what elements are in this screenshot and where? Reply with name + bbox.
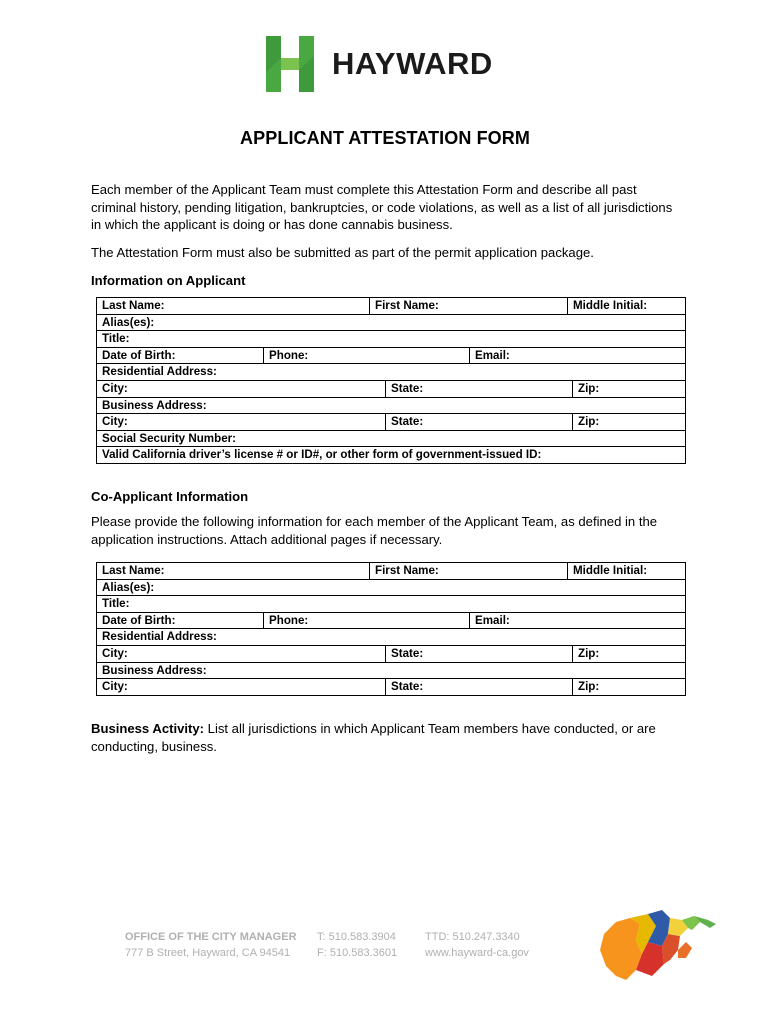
co-city-field[interactable]: City: <box>97 646 386 662</box>
phone-field[interactable]: Phone: <box>264 348 470 364</box>
logo-wordmark: HAYWARD <box>332 46 493 81</box>
office-name: OFFICE OF THE CITY MANAGER <box>125 931 297 943</box>
co-title-field[interactable]: Title: <box>102 597 130 611</box>
co-first-name-field[interactable]: First Name: <box>370 563 568 579</box>
co-business-address-field[interactable]: Business Address: <box>102 663 207 677</box>
co-email-field[interactable]: Email: <box>475 613 510 627</box>
co-business-city-field[interactable]: City: <box>97 679 386 695</box>
footer-contact <box>425 929 529 961</box>
phone-number: T: 510.583.3904 <box>317 931 396 943</box>
ssn-field[interactable]: Social Security Number: <box>102 431 237 445</box>
co-business-zip-field[interactable]: Zip: <box>578 680 600 694</box>
first-name-field[interactable]: First Name: <box>370 298 568 314</box>
business-activity-paragraph <box>91 720 681 755</box>
business-activity-text: List all jurisdictions in which Applicant Team members have conducted, or are conducting, business. <box>91 721 656 754</box>
fax-number: F: 510.583.3601 <box>317 947 398 959</box>
co-business-state-field[interactable]: State: <box>386 679 573 695</box>
business-zip-field[interactable]: Zip: <box>578 415 600 429</box>
page-title: APPLICANT ATTESTATION FORM <box>240 128 530 148</box>
zip-field[interactable]: Zip: <box>578 381 600 395</box>
applicant-section-heading: Information on Applicant <box>91 273 246 288</box>
business-state-field[interactable]: State: <box>386 414 573 430</box>
state-field[interactable]: State: <box>386 381 573 397</box>
co-state-field[interactable]: State: <box>386 646 573 662</box>
office-address: 777 B Street, Hayward, CA 94541 <box>125 947 291 959</box>
footer-phones <box>317 929 397 961</box>
dob-field[interactable]: Date of Birth: <box>97 348 264 364</box>
applicant-info-table <box>96 297 686 464</box>
hayward-h-logo-icon <box>266 36 314 92</box>
submission-note: The Attestation Form must also be submitted as part of the permit application package. <box>91 245 594 260</box>
footer-office <box>125 929 297 961</box>
ttd-number: TTD: 510.247.3340 <box>425 931 520 943</box>
residential-address-field[interactable]: Residential Address: <box>102 365 217 379</box>
license-field[interactable]: Valid California driver’s license # or ID#, or other form of government-issued ID: <box>102 448 542 462</box>
co-aliases-field[interactable]: Alias(es): <box>102 580 155 594</box>
intro-paragraph: Each member of the Applicant Team must complete this Attestation Form and describe all past criminal history, pending litigation, bankruptcies, or code violations, as well as a list of all jurisdictions in which the applicant is doing or has done cannabis business. <box>91 182 673 232</box>
website-link[interactable]: www.hayward-ca.gov <box>425 947 529 959</box>
co-middle-initial-field[interactable]: Middle Initial: <box>573 564 648 577</box>
email-field[interactable]: Email: <box>475 348 510 362</box>
city-field[interactable]: City: <box>97 381 386 397</box>
last-name-field[interactable]: Last Name: <box>97 298 370 314</box>
co-phone-field[interactable]: Phone: <box>264 613 470 629</box>
city-map-graphic-icon <box>596 906 720 986</box>
middle-initial-field[interactable]: Middle Initial: <box>573 299 648 312</box>
coapplicant-instructions: Please provide the following information for each member of the Applicant Team, as defined in the application instructions. Attach additional pages if necessary. <box>91 514 658 547</box>
business-address-field[interactable]: Business Address: <box>102 398 207 412</box>
coapplicant-section-heading: Co-Applicant Information <box>91 489 249 504</box>
business-city-field[interactable]: City: <box>97 414 386 430</box>
co-residential-address-field[interactable]: Residential Address: <box>102 630 217 644</box>
aliases-field[interactable]: Alias(es): <box>102 315 155 329</box>
co-zip-field[interactable]: Zip: <box>578 646 600 660</box>
co-dob-field[interactable]: Date of Birth: <box>97 613 264 629</box>
title-field[interactable]: Title: <box>102 332 130 346</box>
hayward-logo <box>266 36 493 92</box>
coapplicant-info-table <box>96 562 686 696</box>
business-activity-label: Business Activity: <box>91 721 205 736</box>
co-last-name-field[interactable]: Last Name: <box>97 563 370 579</box>
